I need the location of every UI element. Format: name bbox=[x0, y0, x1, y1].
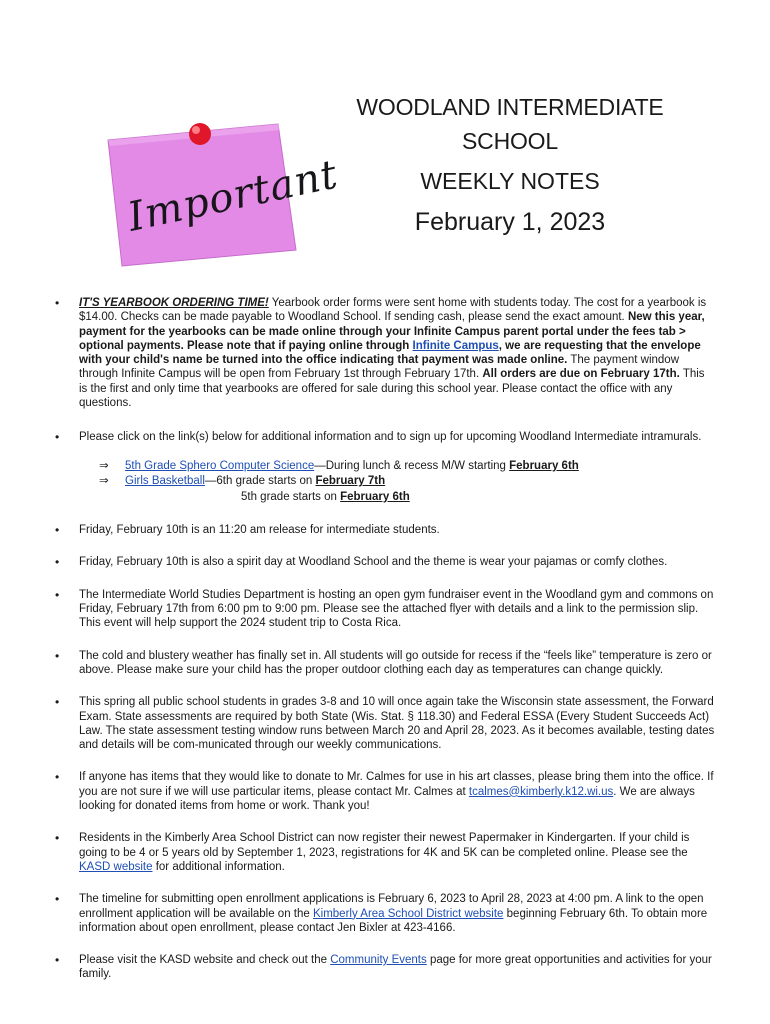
open-enrollment-text-1: The timeline for submitting open enrollment applications is February 6, 2023 to April 28, 2023 at 4:00 pm. A link to the open enrollment application will be available on the bbox=[79, 893, 704, 920]
note-assessment bbox=[55, 695, 715, 752]
arrow-right-icon: ⇒ bbox=[99, 475, 109, 488]
open-enrollment-text-2: beginning February 6th. To obtain more information about open enrollment, please contact Jen Bixler at 423-4166. bbox=[79, 907, 708, 934]
arrow-right-icon: ⇒ bbox=[99, 459, 109, 472]
basketball-date-6th: February 7th bbox=[315, 475, 386, 488]
assessment-text: • This spring all public school students in grades 3-8 and 10 will once again take the Wisconsin state assessment, the Forward Exam. State assessments are required by both State (Wis. Stat. § 118.30) and Federal ESSA (Every Student Succeeds Act) Law. The state assessment testing window runs between March 20 and April 28, 2023. As it becomes available, testing dates and details will be com-municated through our weekly communications. bbox=[79, 696, 715, 752]
basketball-5th-grade bbox=[125, 490, 715, 506]
community-text-1: Please visit the KASD website and check out the bbox=[79, 954, 331, 967]
newsletter-title: WEEKLY NOTES bbox=[420, 168, 600, 194]
weather-text: • The cold and blustery weather has finally set in. All students will go outside for recess if the “feels like” temperature is zero or above. Please make sure your child has the proper outdoor clothing each day as temperatures can change quickly. bbox=[79, 649, 712, 676]
calmes-email-link[interactable]: tcalmes@kimberly.k12.wi.us bbox=[468, 785, 614, 798]
note-kindergarten bbox=[55, 831, 715, 874]
sticky-note-icon bbox=[100, 118, 343, 268]
note-art-donations bbox=[55, 770, 715, 813]
note-community-events bbox=[55, 953, 715, 982]
gym-fundraiser-text: • The Intermediate World Studies Department is hosting an open gym fundraiser event in the Woodland gym and commons on Friday, February 17th from 6:00 pm to 9:00 pm. Please see the attached flyer with details and a link to the permission slip. This event will help support the 2024 student trip to Costa Rica. bbox=[79, 588, 714, 630]
sticky-note-word: Important bbox=[123, 151, 343, 241]
sphero-link[interactable]: 5th Grade Sphero Computer Science bbox=[125, 459, 315, 472]
intramural-item-sphero bbox=[99, 459, 715, 475]
notes-list bbox=[55, 296, 715, 982]
intramural-item-basketball bbox=[99, 474, 715, 505]
yearbook-bold-1: New this year, payment for the yearbooks can be made online through your Infinite Campus parent portal under the fees tab > optional payments. Please note that if paying online through bbox=[79, 311, 705, 352]
school-name-line2: SCHOOL bbox=[462, 128, 558, 154]
push-pin-highlight bbox=[192, 126, 200, 134]
note-yearbook bbox=[55, 296, 715, 410]
yearbook-text-3: This is the first and only time that yearbooks are offered for sale during this school year. Please contact the office with any questions. bbox=[79, 368, 705, 410]
important-sticky-note bbox=[100, 118, 343, 268]
yearbook-text-1: Yearbook order forms were sent home with students today. The cost for a yearbook is $14.00. Checks can be made payable to Woodland School. If sending cash, please send the exact amount. bbox=[79, 297, 707, 324]
community-events-link[interactable]: Community Events bbox=[330, 954, 427, 967]
note-weather bbox=[55, 649, 715, 678]
note-spirit-day bbox=[55, 555, 715, 569]
intramurals-text: • Please click on the link(s) below for additional information and to sign up for upcoming Woodland Intermediate intramurals. bbox=[79, 431, 702, 444]
infinite-campus-link[interactable]: Infinite Campus bbox=[412, 339, 499, 352]
basketball-date-5th: February 6th bbox=[340, 490, 410, 503]
basketball-link[interactable]: Girls Basketball bbox=[125, 475, 205, 488]
school-name-line1: WOODLAND INTERMEDIATE bbox=[356, 94, 664, 120]
newsletter-header bbox=[300, 90, 720, 238]
district-website-link[interactable]: Kimberly Area School District website bbox=[312, 907, 504, 920]
intramurals-links bbox=[79, 459, 715, 506]
push-pin-icon bbox=[189, 123, 211, 145]
community-text-2: page for more great opportunities and activities for your family. bbox=[79, 954, 712, 981]
kindergarten-text-1: Residents in the Kimberly Area School District can now register their newest Papermaker in Kindergarten. If your child is going to be 4 or 5 years old by September 1, 2023, registrations for 4K and 5K can be completed online. Please see the bbox=[79, 832, 690, 859]
basketball-5th-text: 5th grade starts on bbox=[241, 490, 341, 503]
yearbook-bold-2: , we are requesting that the envelope with your child's name be turned into the office indicating that payment was made online. bbox=[79, 339, 701, 367]
art-donations-text-2: . We are always looking for donated items from home or work. Thank you! bbox=[79, 785, 695, 813]
school-name bbox=[300, 90, 720, 158]
sphero-text: —During lunch & recess M/W starting bbox=[314, 459, 510, 472]
newsletter-date: February 1, 2023 bbox=[414, 208, 606, 236]
spirit-day-text: • Friday, February 10th is also a spirit day at Woodland School and the theme is wear your pajamas or comfy clothes. bbox=[79, 556, 668, 569]
yearbook-heading: IT'S YEARBOOK ORDERING TIME! bbox=[79, 297, 269, 309]
note-open-enrollment bbox=[55, 892, 715, 935]
early-release-text: • Friday, February 10th is an 11:20 am release for intermediate students. bbox=[79, 524, 440, 537]
kasd-website-link[interactable]: KASD website bbox=[79, 860, 153, 873]
note-gym-fundraiser bbox=[55, 588, 715, 631]
sphero-date: February 6th bbox=[509, 459, 579, 472]
yearbook-text-2: The payment window through Infinite Campus will be open from February 1st through February 17th. bbox=[79, 354, 680, 381]
basketball-text: —6th grade starts on bbox=[204, 475, 316, 488]
note-early-release bbox=[55, 523, 715, 537]
note-intramurals bbox=[55, 430, 715, 505]
yearbook-bold-3: All orders are due on February 17th. bbox=[482, 368, 680, 381]
art-donations-text-1: If anyone has items that they would like to donate to Mr. Calmes for use in his art classes, please bring them into the office. If you are not sure if we will use particular items, please contact Mr. Calmes at bbox=[79, 771, 714, 798]
kindergarten-text-2: for additional information. bbox=[152, 860, 285, 873]
